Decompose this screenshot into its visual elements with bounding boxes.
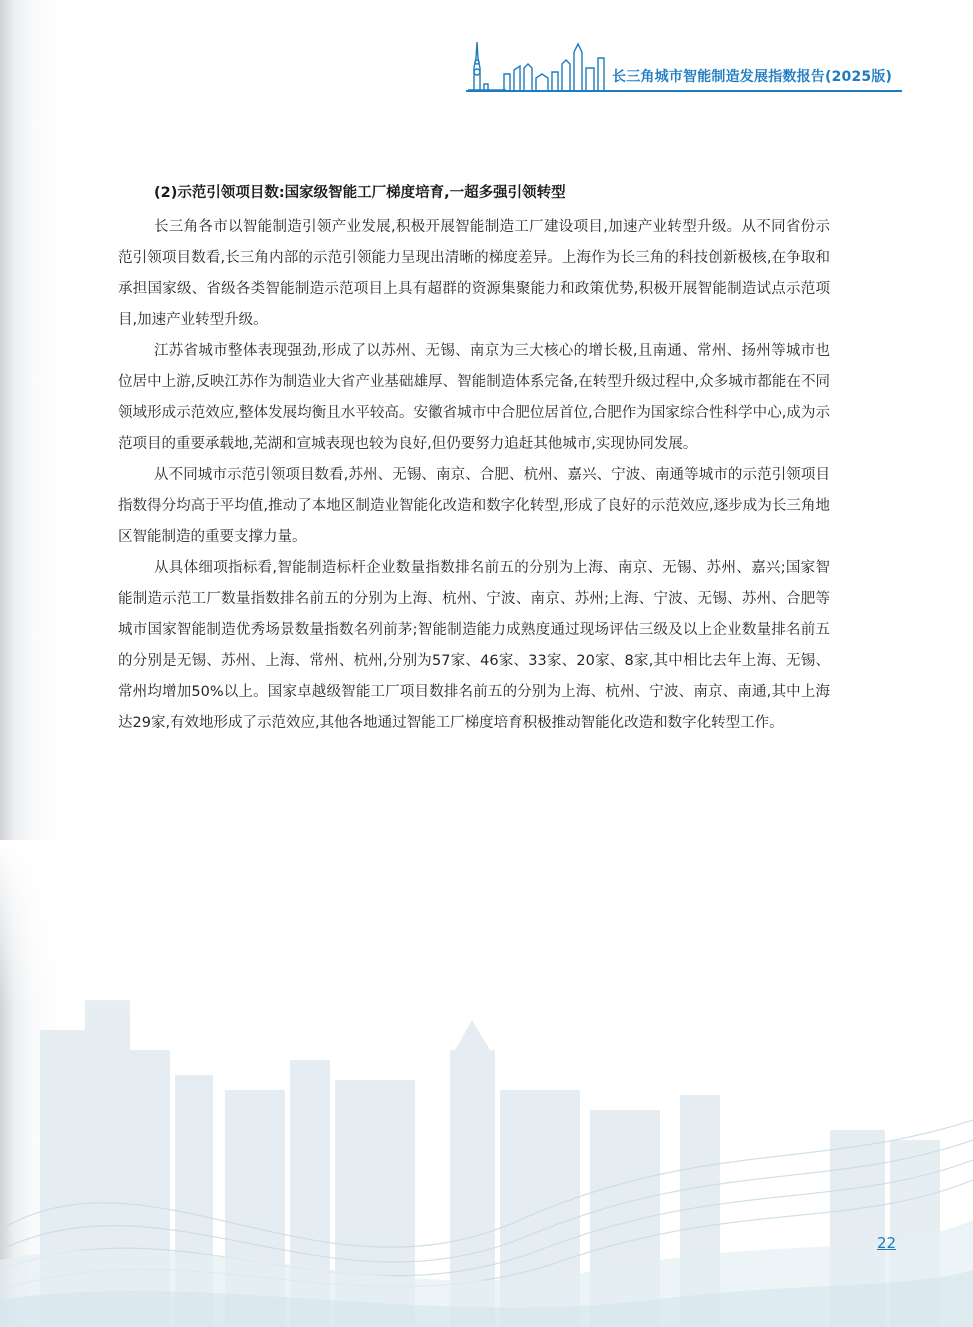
report-title: 长三角城市智能制造发展指数报告(2025版)	[612, 69, 893, 85]
paragraph-1: 长三角各市以智能制造引领产业发展,积极开展智能制造工厂建设项目,加速产业转型升级。从不同省份示范引领项目数看,长三角内部的示范引领能力呈现出清晰的梯度差异。上海作为长三角的科技创新极核,在争取和承担国家级、省级各类智能制造示范项目上具有超群的资源集聚能力和政策优势,积极开展智能制造试点示范项目,加速产业转型升级。	[118, 219, 830, 328]
page-number: 22	[877, 1234, 897, 1252]
main-content	[118, 178, 830, 739]
header-divider	[466, 90, 902, 92]
page-header	[466, 38, 902, 96]
paragraph-2: 江苏省城市整体表现强劲,形成了以苏州、无锡、南京为三大核心的增长极,且南通、常州、扬州等城市也位居中上游,反映江苏作为制造业大省产业基础雄厚、智能制造体系完备,在转型升级过程中,众多城市都能在不同领域形成示范效应,整体发展均衡且水平较高。安徽省城市中合肥位居首位,合肥作为国家综合性科学中心,成为示范项目的重要承载地,芜湖和宣城表现也较为良好,但仍要努力追赶其他城市,实现协同发展。	[118, 343, 830, 452]
section-heading: (2)示范引领项目数:国家级智能工厂梯度培育,一超多强引领转型	[154, 185, 566, 201]
paragraph-4: 从具体细项指标看,智能制造标杆企业数量指数排名前五的分别为上海、南京、无锡、苏州、嘉兴;国家智能制造示范工厂数量指数排名前五的分别为上海、杭州、宁波、南京、苏州;上海、宁波、无锡、苏州、合肥等城市国家智能制造优秀场景数量指数名列前茅;智能制造能力成熟度通过现场评估三级及以上企业数量排名前五的分别是无锡、苏州、上海、常州、杭州,分别为57家、46家、33家、20家、8家,其中相比去年上海、无锡、常州均增加50%以上。国家卓越级智能工厂项目数排名前五的分别为上海、杭州、宁波、南京、南通,其中上海达29家,有效地形成了示范效应,其他各地通过智能工厂梯度培育积极推动智能化改造和数字化转型工作。	[118, 560, 830, 731]
paragraph-3: 从不同城市示范引领项目数看,苏州、无锡、南京、合肥、杭州、嘉兴、宁波、南通等城市的示范引领项目指数得分均高于平均值,推动了本地区制造业智能化改造和数字化转型,形成了良好的示范效应,逐步成为长三角地区智能制造的重要支撑力量。	[118, 467, 830, 545]
city-background-illustration	[0, 840, 973, 1327]
city-skyline-logo	[466, 38, 608, 96]
